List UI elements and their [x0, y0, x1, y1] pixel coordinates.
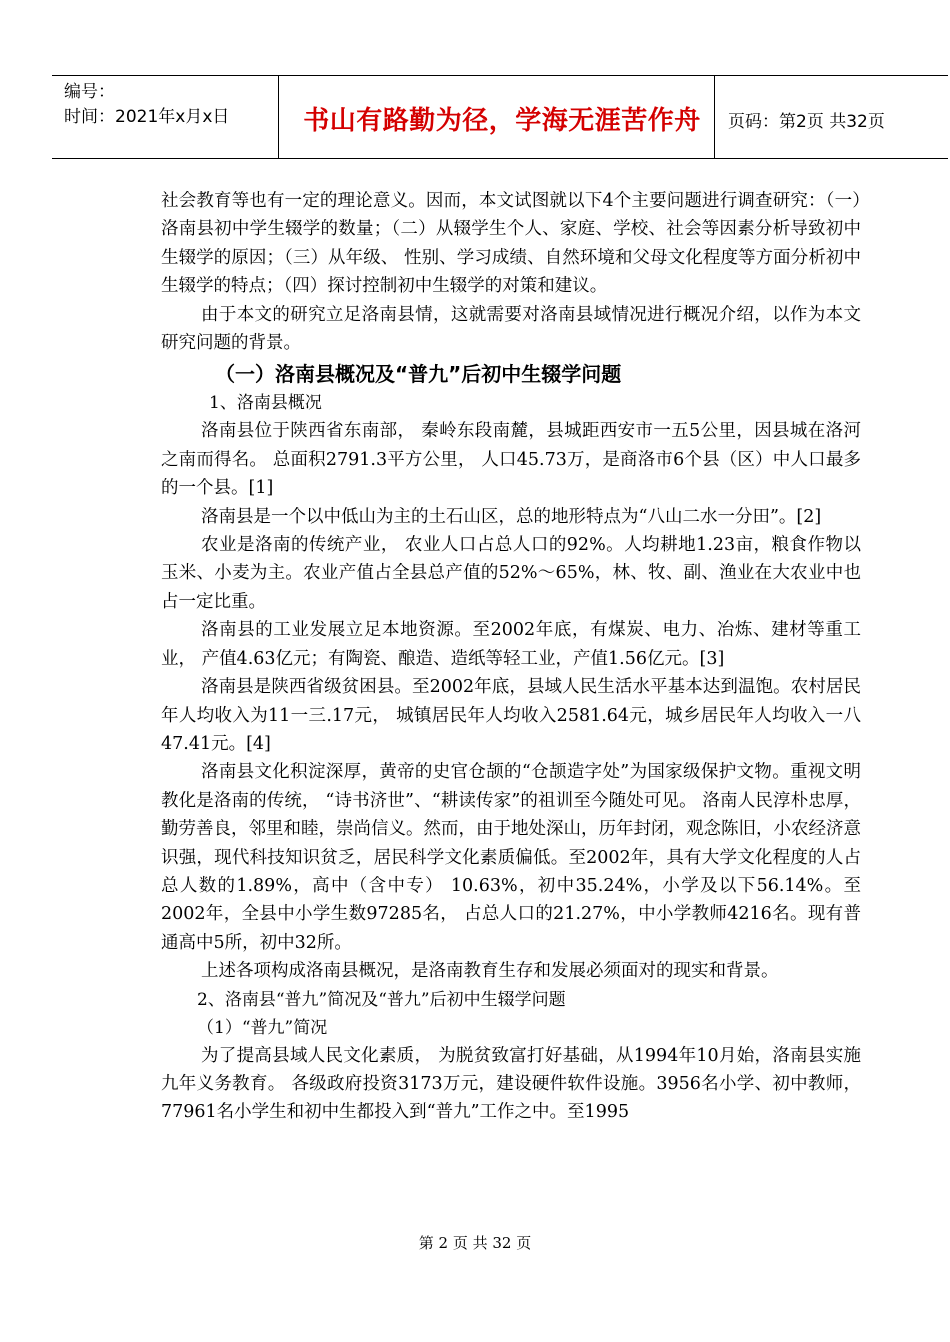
document-body — [161, 187, 861, 1127]
header-motto: 书山有路勤为径，学海无涯苦作舟 — [303, 106, 701, 136]
header-page-label: 页码：第2页 共32页 — [728, 112, 885, 132]
paragraph: 洛南县是陕西省级贫困县。至2002年底，县域人民生活水平基本达到温饱。农村居民年人均收入为11一三.17元， 城镇居民年人均收入2581.64元，城乡居民年人均收入一八47.41元。[4] — [161, 677, 861, 754]
subsection-heading: （1）“普九”简况 — [197, 1017, 328, 1038]
header-divider — [278, 76, 279, 158]
paragraph: 洛南县位于陕西省东南部， 秦岭东段南麓，县城距西安市一五5公里，因县城在洛河之南而得名。 总面积2791.3平方公里， 人口45.73万，是商洛市6个县（区）中人口最多的一个县。[1] — [161, 421, 861, 499]
subsection-heading: 1、洛南县概况 — [209, 393, 322, 414]
paragraph: 社会教育等也有一定的理论意义。因而，本文试图就以下4个主要问题进行调查研究：（一）洛南县初中学生辍学的数量；（二）从辍学生个人、家庭、学校、社会等因素分析导致初中生辍学的原因；（三）从年级、 性别、学习成绩、自然环境和父母文化程度等方面分析初中生辍学的特点；（四）探讨控制初中生辍学的对策和建议。 — [161, 191, 861, 297]
page-header — [52, 75, 948, 159]
paragraph: 农业是洛南的传统产业， 农业人口占总人口的92%。人均耕地1.23亩，粮食作物以玉米、小麦为主。农业产值占全县总产值的52%～65%，林、牧、副、渔业在大农业中也占一定比重。 — [161, 535, 861, 612]
header-meta — [64, 80, 229, 130]
time-label: 时间：2021年x月x日 — [64, 107, 230, 127]
paragraph: 上述各项构成洛南县概况，是洛南教育生存和发展必须面对的现实和背景。 — [201, 961, 779, 982]
header-divider — [714, 76, 715, 158]
serial-label: 编号： — [64, 82, 115, 102]
page-footer: 第 2 页 共 32 页 — [418, 1234, 532, 1252]
subsection-heading: 2、洛南县“普九”简况及“普九”后初中生辍学问题 — [197, 989, 566, 1010]
paragraph: 洛南县是一个以中低山为主的土石山区，总的地形特点为“八山二水一分田”。[2] — [201, 506, 822, 527]
paragraph: 洛南县的工业发展立足本地资源。至2002年底，有煤炭、电力、冶炼、建材等重工业， 产值4.63亿元；有陶瓷、酿造、造纸等轻工业，产值1.56亿元。[3] — [161, 620, 861, 669]
paragraph: 洛南县文化积淀深厚，黄帝的史官仓颉的“仓颉造字处”为国家级保护文物。重视文明教化是洛南的传统， “诗书济世”、“耕读传家”的祖训至今随处可见。 洛南人民淳朴忠厚，勤劳善良，邻里和睦，崇尚信义。然而，由于地处深山，历年封闭，观念陈旧，小农经济意识强，现代科技知识贫乏，居民科学文化素质偏低。至2002年，具有大学文化程度的人占总人数的1.89%，高中（含中专） 10.63%，初中35.24%，小学及以下56.14%。至2002年，全县中小学生数97285名， 占总人口的21.27%，中小学教师4216名。现有普通高中5所，初中32所。 — [161, 762, 861, 953]
paragraph: 为了提高县域人民文化素质， 为脱贫致富打好基础，从1994年10月始，洛南县实施九年义务教育。 各级政府投资3173万元，建设硬件软件设施。3956名小学、初中教师，77961名小学生和初中生都投入到“普九”工作之中。至1995 — [161, 1045, 861, 1123]
section-heading: （一）洛南县概况及“普九”后初中生辍学问题 — [215, 362, 622, 387]
paragraph: 由于本文的研究立足洛南县情，这就需要对洛南县域情况进行概况介绍，以作为本文研究问题的背景。 — [161, 304, 861, 354]
